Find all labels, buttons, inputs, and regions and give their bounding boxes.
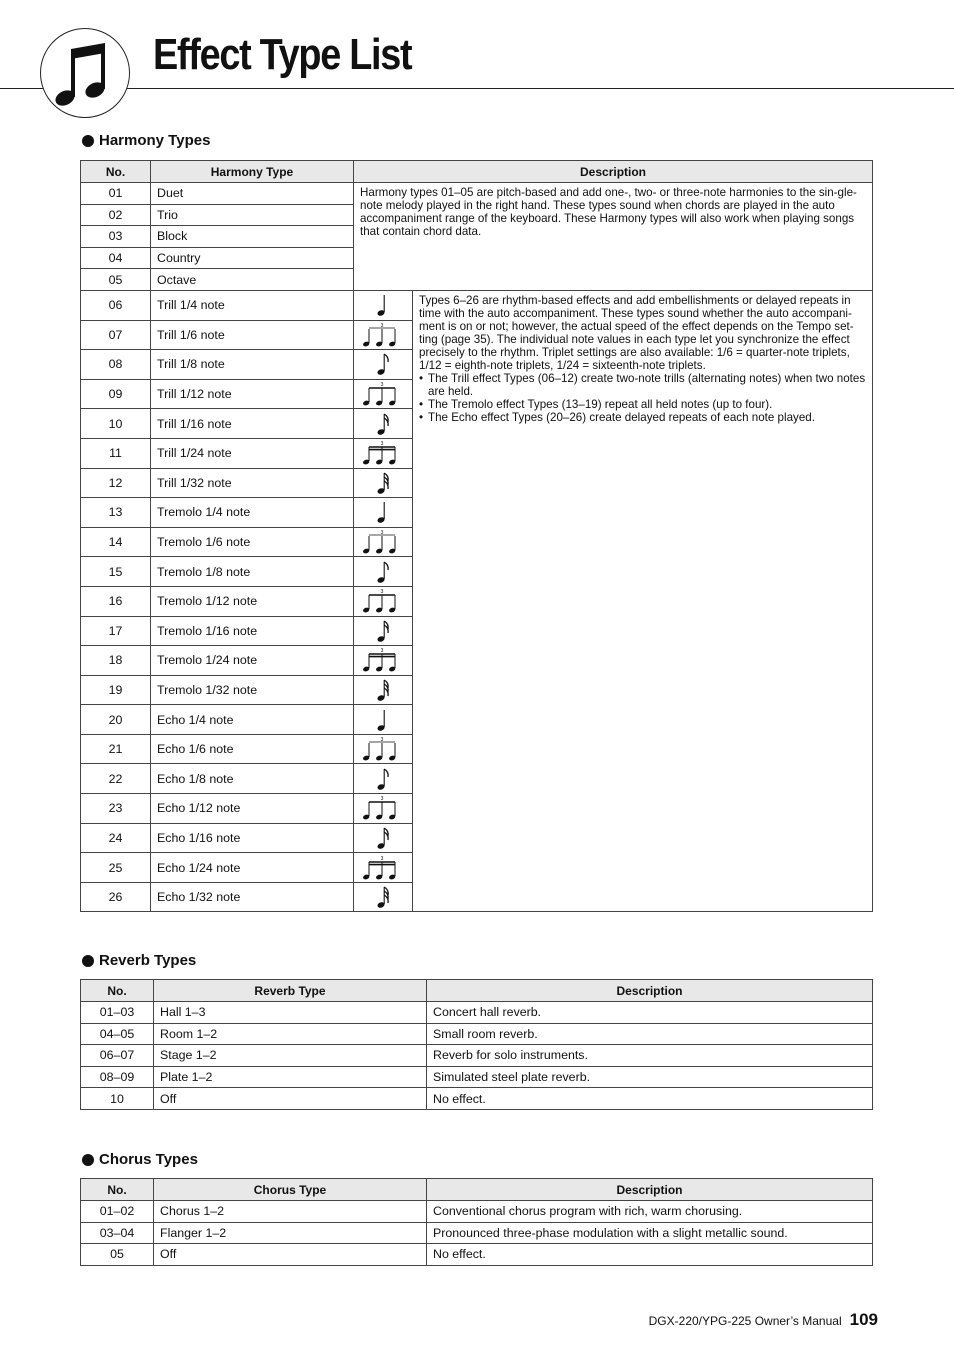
harmony-no: 20 <box>81 705 151 735</box>
harmony-rhythm-description <box>413 290 873 911</box>
harmony-name: Trill 1/12 note <box>151 379 354 409</box>
note-value-cell <box>354 616 413 646</box>
reverb-name: Room 1–2 <box>154 1023 427 1045</box>
harmony-heading <box>82 132 210 149</box>
harmony-name: Echo 1/12 note <box>151 794 354 824</box>
note-value-cell <box>354 527 413 557</box>
svg-text:3: 3 <box>380 796 384 803</box>
reverb-no: 10 <box>81 1088 154 1110</box>
table-row <box>81 290 873 320</box>
harmony-name: Trill 1/16 note <box>151 409 354 439</box>
list-item: • The Trill effect Types (06–12) create two-note trills (alternating notes) when two notes are held. <box>419 372 866 398</box>
chorus-header-type: Chorus Type <box>154 1179 427 1201</box>
chorus-no: 01–02 <box>81 1201 154 1223</box>
note-value-cell <box>354 853 413 883</box>
rhythm-notes-list <box>419 372 866 424</box>
eighth-note-icon <box>373 559 393 585</box>
bullet-icon <box>82 955 94 967</box>
list-item: • The Tremolo effect Types (13–19) repeat all held notes (up to four). <box>419 398 866 411</box>
harmony-name: Echo 1/6 note <box>151 734 354 764</box>
thirtysecond-note-icon <box>373 677 393 703</box>
harmony-no: 11 <box>81 438 151 468</box>
harmony-name: Octave <box>151 269 354 291</box>
reverb-description: Simulated steel plate reverb. <box>427 1066 873 1088</box>
thirtysecond-note-icon <box>373 884 393 910</box>
chorus-description: Pronounced three-phase modulation with a slight metallic sound. <box>427 1222 873 1244</box>
table-row <box>81 1066 873 1088</box>
reverb-description: No effect. <box>427 1088 873 1110</box>
harmony-no: 19 <box>81 675 151 705</box>
harmony-no: 08 <box>81 350 151 380</box>
harmony-heading-text: Harmony Types <box>99 132 211 149</box>
bullet-icon <box>82 135 94 147</box>
harmony-no: 09 <box>81 379 151 409</box>
chorus-name: Chorus 1–2 <box>154 1201 427 1223</box>
harmony-name: Trill 1/24 note <box>151 438 354 468</box>
harmony-no: 18 <box>81 646 151 676</box>
eighth-triplet-note-icon <box>363 381 403 407</box>
note-value-cell <box>354 438 413 468</box>
sixteenth-triplet-note-icon <box>363 855 403 881</box>
page-title: Effect Type List <box>153 30 412 79</box>
harmony-name: Tremolo 1/12 note <box>151 586 354 616</box>
svg-text:3: 3 <box>380 441 384 448</box>
reverb-name: Plate 1–2 <box>154 1066 427 1088</box>
harmony-name: Tremolo 1/16 note <box>151 616 354 646</box>
chorus-name: Off <box>154 1244 427 1266</box>
page-header <box>0 0 954 120</box>
harmony-name: Trill 1/6 note <box>151 320 354 350</box>
harmony-name: Tremolo 1/6 note <box>151 527 354 557</box>
chorus-description: Conventional chorus program with rich, warm chorusing. <box>427 1201 873 1223</box>
reverb-description: Reverb for solo instruments. <box>427 1045 873 1067</box>
sixteenth-triplet-note-icon <box>363 440 403 466</box>
note-value-cell <box>354 379 413 409</box>
reverb-description: Concert hall reverb. <box>427 1002 873 1024</box>
reverb-header-desc: Description <box>427 980 873 1002</box>
reverb-name: Off <box>154 1088 427 1110</box>
harmony-no: 06 <box>81 290 151 320</box>
page-number: 109 <box>849 1310 878 1329</box>
chorus-heading-text: Chorus Types <box>99 1151 198 1168</box>
note-value-cell <box>354 646 413 676</box>
harmony-name: Trill 1/32 note <box>151 468 354 498</box>
svg-text:3: 3 <box>380 530 384 537</box>
note-value-cell <box>354 350 413 380</box>
harmony-no: 01 <box>81 183 151 205</box>
note-value-cell <box>354 409 413 439</box>
table-row <box>81 1045 873 1067</box>
svg-text:3: 3 <box>380 382 384 389</box>
harmony-name: Trio <box>151 204 354 226</box>
harmony-no: 16 <box>81 586 151 616</box>
reverb-no: 01–03 <box>81 1002 154 1024</box>
list-item: • The Echo effect Types (20–26) create delayed repeats of each note played. <box>419 411 866 424</box>
harmony-name: Trill 1/4 note <box>151 290 354 320</box>
harmony-no: 26 <box>81 882 151 912</box>
harmony-pitch-description: Harmony types 01–05 are pitch-based and add one-, two- or three-note harmonies to the sin-gle-note melody played in the right hand. These types sound when chords are played in the auto accompaniment range of the keyboard. These Harmony types will also work when playing songs that contain chord data. <box>354 183 873 291</box>
chorus-header-no: No. <box>81 1179 154 1201</box>
harmony-name: Country <box>151 247 354 269</box>
note-value-cell <box>354 794 413 824</box>
harmony-name: Duet <box>151 183 354 205</box>
sixteenth-note-icon <box>373 618 393 644</box>
quarter-note-icon <box>373 292 393 318</box>
reverb-heading <box>82 952 196 969</box>
harmony-no: 07 <box>81 320 151 350</box>
manual-title: DGX-220/YPG-225 Owner’s Manual <box>648 1314 842 1328</box>
svg-text:3: 3 <box>380 737 384 744</box>
svg-text:3: 3 <box>380 648 384 655</box>
svg-text:3: 3 <box>380 322 384 329</box>
harmony-name: Echo 1/16 note <box>151 823 354 853</box>
eighth-triplet-note-icon <box>363 795 403 821</box>
svg-text:3: 3 <box>380 855 384 862</box>
reverb-header-type: Reverb Type <box>154 980 427 1002</box>
harmony-name: Tremolo 1/4 note <box>151 498 354 528</box>
page-footer <box>649 1310 878 1330</box>
reverb-table <box>80 979 873 1110</box>
harmony-no: 17 <box>81 616 151 646</box>
note-value-cell <box>354 468 413 498</box>
reverb-name: Hall 1–3 <box>154 1002 427 1024</box>
harmony-no: 04 <box>81 247 151 269</box>
harmony-name: Tremolo 1/24 note <box>151 646 354 676</box>
reverb-header-no: No. <box>81 980 154 1002</box>
sixteenth-triplet-note-icon <box>363 647 403 673</box>
eighth-note-icon <box>373 766 393 792</box>
table-row <box>81 1201 873 1223</box>
chorus-description: No effect. <box>427 1244 873 1266</box>
table-row <box>81 1002 873 1024</box>
harmony-header-no: No. <box>81 161 151 183</box>
quarter-note-icon <box>373 499 393 525</box>
reverb-name: Stage 1–2 <box>154 1045 427 1067</box>
table-row <box>81 1088 873 1110</box>
note-value-cell <box>354 586 413 616</box>
harmony-no: 24 <box>81 823 151 853</box>
bullet-icon <box>82 1154 94 1166</box>
table-row <box>81 1244 873 1266</box>
harmony-no: 13 <box>81 498 151 528</box>
harmony-no: 14 <box>81 527 151 557</box>
table-row <box>81 1023 873 1045</box>
harmony-name: Echo 1/8 note <box>151 764 354 794</box>
note-value-cell <box>354 823 413 853</box>
harmony-name: Block <box>151 226 354 248</box>
quarter-note-icon <box>373 707 393 733</box>
note-value-cell <box>354 557 413 587</box>
harmony-header-type: Harmony Type <box>151 161 354 183</box>
note-value-cell <box>354 675 413 705</box>
note-value-cell <box>354 882 413 912</box>
note-value-cell <box>354 320 413 350</box>
chorus-name: Flanger 1–2 <box>154 1222 427 1244</box>
music-note-icon <box>40 28 130 118</box>
harmony-name: Tremolo 1/8 note <box>151 557 354 587</box>
harmony-name: Echo 1/4 note <box>151 705 354 735</box>
chorus-heading <box>82 1151 198 1168</box>
quarter-triplet-note-icon <box>363 736 403 762</box>
quarter-triplet-note-icon <box>363 322 403 348</box>
harmony-table <box>80 160 873 912</box>
note-value-cell <box>354 498 413 528</box>
reverb-description: Small room reverb. <box>427 1023 873 1045</box>
note-value-cell <box>354 705 413 735</box>
reverb-no: 08–09 <box>81 1066 154 1088</box>
table-row <box>81 183 873 205</box>
harmony-name: Tremolo 1/32 note <box>151 675 354 705</box>
chorus-no: 03–04 <box>81 1222 154 1244</box>
harmony-name: Trill 1/8 note <box>151 350 354 380</box>
harmony-no: 21 <box>81 734 151 764</box>
harmony-no: 10 <box>81 409 151 439</box>
harmony-name: Echo 1/32 note <box>151 882 354 912</box>
eighth-note-icon <box>373 351 393 377</box>
note-value-cell <box>354 734 413 764</box>
rhythm-description-text: Types 6–26 are rhythm-based effects and add embellishments or delayed repeats in time with the auto accompaniment. These types sound whether the auto accompani-ment is on or not; however, the actual speed of the effect depends on the Tempo set-ting (page 35). The individual note values in each type let you synchronize the effect precisely to the rhythm. Triplet settings are also available: 1/6 = quarter-note triplets, 1/12 = eighth-note triplets, 1/24 = sixteenth-note triplets. <box>419 293 854 372</box>
harmony-no: 15 <box>81 557 151 587</box>
table-row <box>81 1222 873 1244</box>
reverb-no: 04–05 <box>81 1023 154 1045</box>
sixteenth-note-icon <box>373 411 393 437</box>
note-value-cell <box>354 290 413 320</box>
harmony-no: 23 <box>81 794 151 824</box>
svg-text:3: 3 <box>380 589 384 596</box>
harmony-no: 03 <box>81 226 151 248</box>
chorus-no: 05 <box>81 1244 154 1266</box>
eighth-triplet-note-icon <box>363 588 403 614</box>
reverb-no: 06–07 <box>81 1045 154 1067</box>
harmony-no: 02 <box>81 204 151 226</box>
harmony-no: 05 <box>81 269 151 291</box>
harmony-no: 22 <box>81 764 151 794</box>
note-value-cell <box>354 764 413 794</box>
harmony-no: 12 <box>81 468 151 498</box>
quarter-triplet-note-icon <box>363 529 403 555</box>
sixteenth-note-icon <box>373 825 393 851</box>
harmony-name: Echo 1/24 note <box>151 853 354 883</box>
chorus-table <box>80 1178 873 1266</box>
chorus-header-desc: Description <box>427 1179 873 1201</box>
header-rule <box>0 88 954 89</box>
thirtysecond-note-icon <box>373 470 393 496</box>
reverb-heading-text: Reverb Types <box>99 952 197 969</box>
harmony-no: 25 <box>81 853 151 883</box>
harmony-header-desc: Description <box>354 161 873 183</box>
